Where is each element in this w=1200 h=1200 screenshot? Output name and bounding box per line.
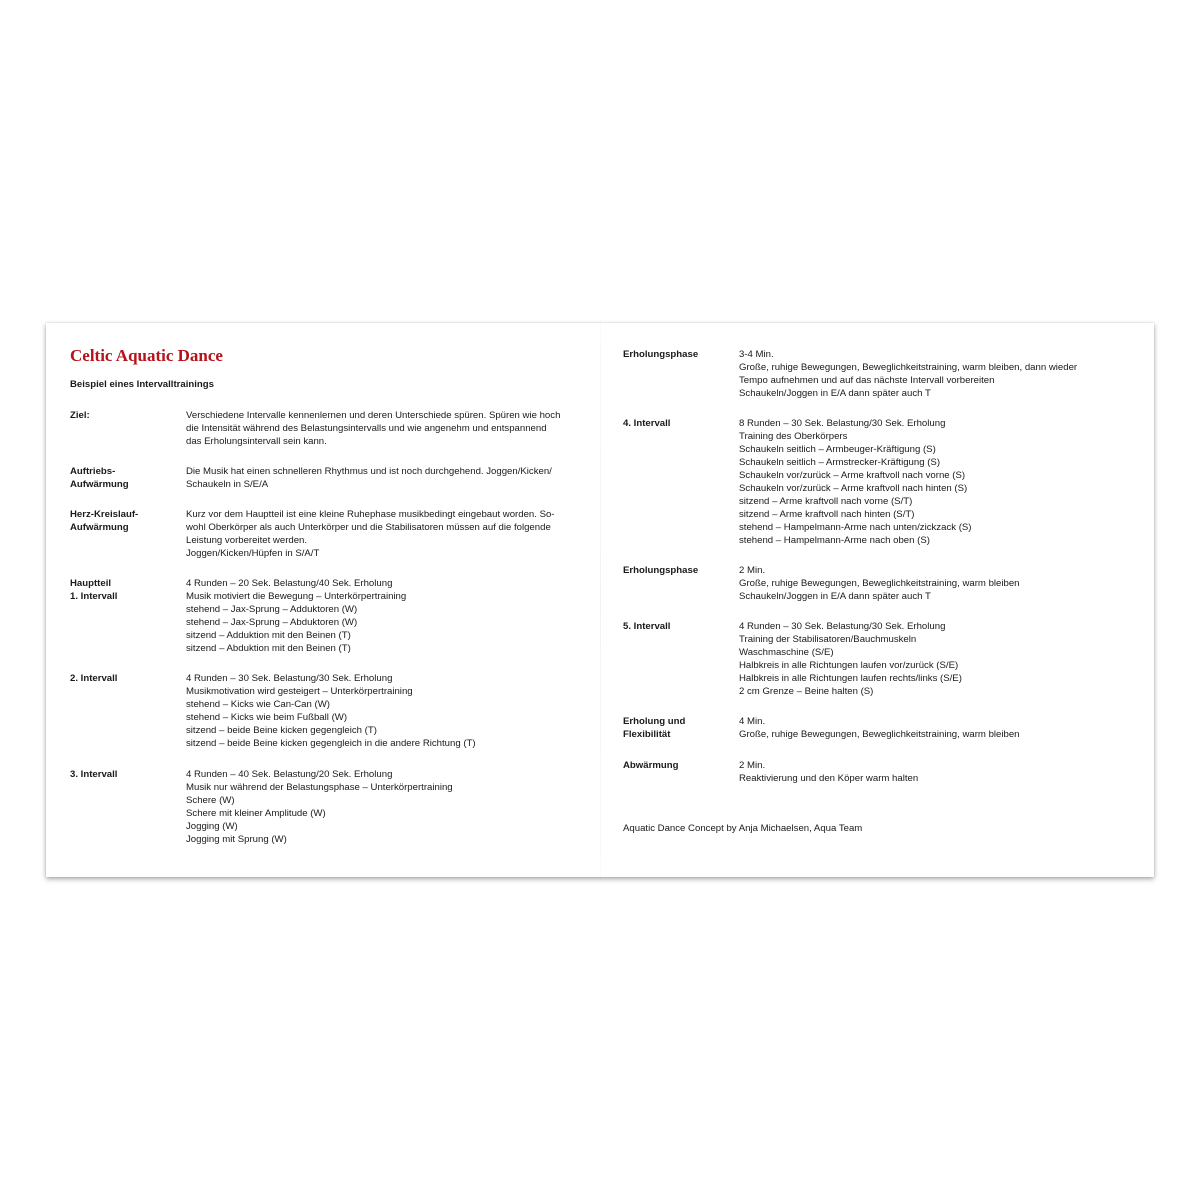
section-body: Die Musik hat einen schnelleren Rhythmus und ist noch durchgehend. Joggen/Kicken/ Schaukeln in S/E/A (186, 466, 552, 490)
section-label: Hauptteil 1. Intervall (70, 578, 118, 602)
section-label: 5. Intervall (623, 621, 671, 632)
section-body: 8 Runden – 30 Sek. Belastung/30 Sek. Erholung Training des Oberkörpers Schaukeln seitlich – Armbeuger-Kräftigung (S) Schaukeln seitlich – Armstrecker-Kräftigung (S) Schaukeln vor/zurück – Arme kraftvoll nach vorne (S) Schaukeln vor/zurück – Arme kraftvoll nach hinten (S) sitzend – Arme kraftvoll nach vorne (S/T) sitzend – Arme kraftvoll nach hinten (S/T) stehend – Hampelmann-Arme nach unten/zickzack (S) stehend – Hampelmann-Arme nach oben (S) (739, 418, 972, 546)
section-body: Kurz vor dem Hauptteil ist eine kleine Ruhephase musikbedingt eingebaut worden. So- wohl Oberkörper als auch Unterkörper und die Stabilisatoren müssen auf die folgende Leistung vorbereitet werden. Joggen/Kicken/Hüpfen in S/A/T (186, 509, 555, 559)
credit-line: Aquatic Dance Concept by Anja Michaelsen, Aqua Team (623, 823, 863, 834)
section-label: 3. Intervall (70, 769, 118, 780)
section-label: Erholungsphase (623, 565, 699, 576)
section-body: 4 Min. Große, ruhige Bewegungen, Beweglichkeitstraining, warm bleiben (739, 716, 1020, 740)
section-body: 2 Min. Reaktivierung und den Köper warm halten (739, 760, 919, 784)
section-body: 4 Runden – 30 Sek. Belastung/30 Sek. Erholung Training der Stabilisatoren/Bauchmuskeln Waschmaschine (S/E) Halbkreis in alle Richtungen laufen vor/zurück (S/E) Halbkreis in alle Richtungen laufen rechts/links (S/E) 2 cm Grenze – Beine halten (S) (739, 621, 962, 697)
section-label: Auftriebs- Aufwärmung (70, 466, 129, 490)
section-body: Verschiedene Intervalle kennenlernen und deren Unterschiede spüren. Spüren wie hoch die Intensität während des Belastungsintervalls und wie angenehm und entspannend das Erholungsintervall sein kann. (186, 410, 561, 447)
document-title: Celtic Aquatic Dance (70, 346, 223, 365)
section-body: 3-4 Min. Große, ruhige Bewegungen, Beweglichkeitstraining, warm bleiben, dann wieder Tempo aufnehmen und auf das nächste Intervall vorbereiten Schaukeln/Joggen in E/A dann später auch T (739, 349, 1078, 399)
section-body: 4 Runden – 30 Sek. Belastung/30 Sek. Erholung Musikmotivation wird gesteigert – Unterkörpertraining stehend – Kicks wie Can-Can (W) stehend – Kicks wie beim Fußball (W) sitzend – beide Beine kicken gegengleich (T) sitzend – beide Beine kicken gegengleich in die andere Richtung (T) (186, 673, 476, 749)
section-label: Abwärmung (623, 760, 679, 771)
section-label: 4. Intervall (623, 418, 671, 429)
section-body: 2 Min. Große, ruhige Bewegungen, Beweglichkeitstraining, warm bleiben Schaukeln/Joggen in E/A dann später auch T (739, 565, 1020, 602)
document-subtitle: Beispiel eines Intervalltrainings (70, 379, 214, 390)
section-label: Herz-Kreislauf- Aufwärmung (70, 509, 139, 533)
section-body: 4 Runden – 20 Sek. Belastung/40 Sek. Erholung Musik motiviert die Bewegung – Unterkörpertraining stehend – Jax-Sprung – Adduktoren (W) stehend – Jax-Sprung – Abduktoren (W) sitzend – Adduktion mit den Beinen (T) sitzend – Abduktion mit den Beinen (T) (186, 578, 407, 654)
document-sheet (46, 323, 1154, 877)
section-label: Erholung und Flexibilität (623, 716, 686, 740)
section-label: Erholungsphase (623, 349, 699, 360)
section-label: 2. Intervall (70, 673, 118, 684)
page-fold (600, 323, 601, 877)
section-body: 4 Runden – 40 Sek. Belastung/20 Sek. Erholung Musik nur während der Belastungsphase – Unterkörpertraining Schere (W) Schere mit kleiner Amplitude (W) Jogging (W) Jogging mit Sprung (W) (186, 769, 453, 845)
section-label: Ziel: (70, 410, 90, 421)
